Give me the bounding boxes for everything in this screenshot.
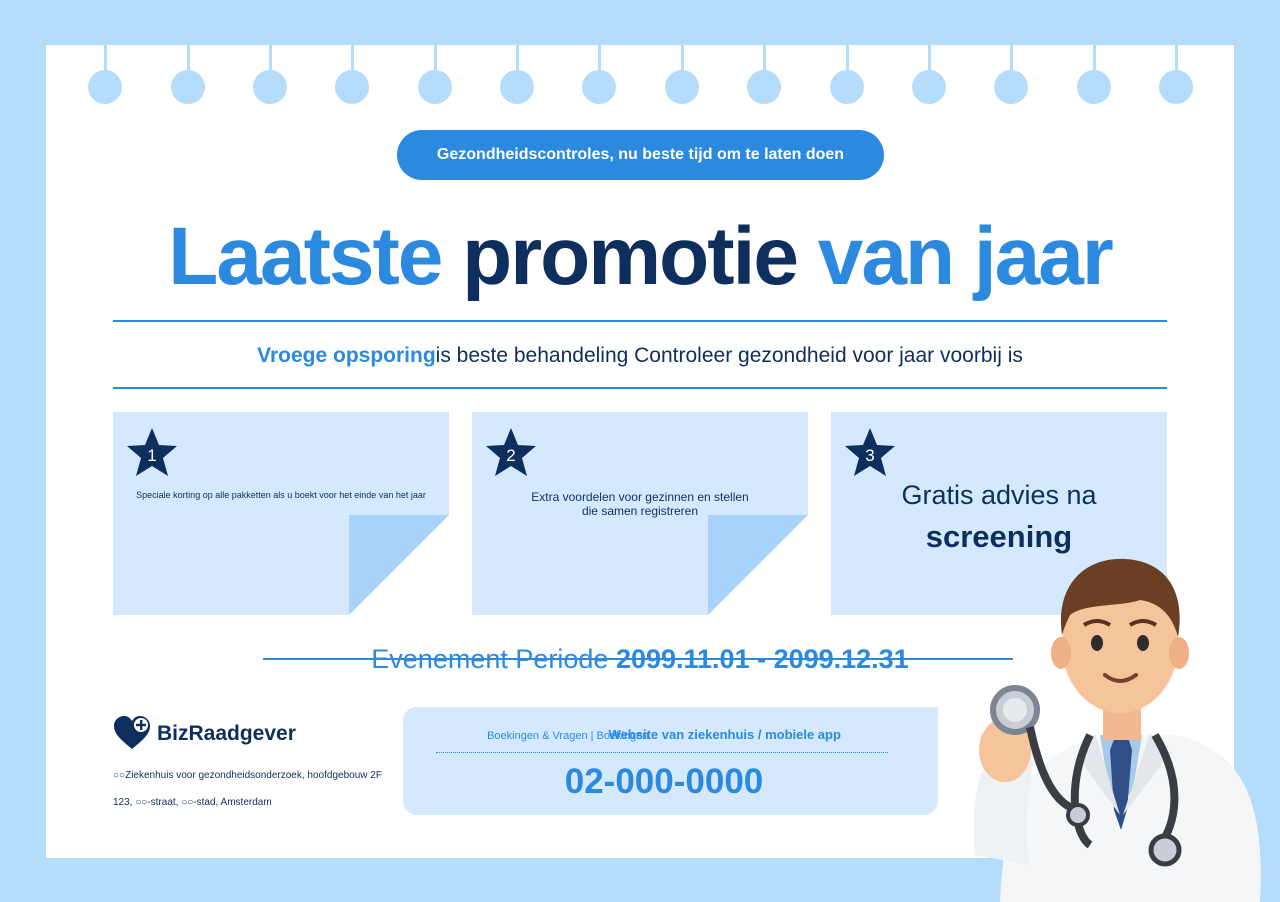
period-label: Evenement Periode [371,644,616,674]
card-number: 1 [147,446,157,465]
address-line-2: 123, ○○-straat, ○○-stad, Amsterdam [113,797,272,808]
star-icon [484,426,538,480]
brand-name: BizRaadgever [157,722,296,745]
contact-box [403,707,938,815]
page-fold [349,515,449,615]
divider-top [113,320,1167,322]
card-text: Speciale korting op alle pakketten als u boekt voor het einde van het jaar [136,490,426,500]
card-number: 3 [865,446,875,465]
dotted-divider [436,752,888,753]
contact-label: Boekingen & Vragen | Boekingen [487,730,649,742]
divider-bottom [113,387,1167,389]
card-text-bold: screening [925,519,1073,554]
benefit-card-1 [113,412,449,615]
title-part-3: van jaar [817,211,1112,302]
star-icon [843,426,897,480]
brand-logo [113,716,296,752]
header-pill: Gezondheidscontroles, nu beste tijd om te laten doen [397,130,884,180]
period-dates: 2099.11.01 - 2099.12.31 [615,644,909,674]
page-title [0,210,1280,304]
contact-website: Website van ziekenhuis / mobiele app [608,727,841,742]
page-fold [708,515,808,615]
subtitle-highlight: Vroege opsporing [257,344,436,367]
card-text-normal: Gratis advies na [901,480,1097,510]
star-icon [125,426,179,480]
subtitle [0,344,1280,368]
card-text: Extra voordelen voor gezinnen en stellen die samen registreren [531,490,749,518]
card-number: 2 [506,446,516,465]
address-line-1: ○○Ziekenhuis voor gezondheidsonderzoek, hoofdgebouw 2F [113,770,382,781]
binder-holes [0,0,1280,110]
title-part-1: Laatste [168,211,463,302]
benefit-card-2 [472,412,808,615]
phone-number: 02-000-0000 [564,762,764,801]
title-part-2: promotie [462,211,818,302]
subtitle-rest: is beste behandeling Controleer gezondheid voor jaar voorbij is [435,344,1023,367]
heart-plus-icon [113,716,151,752]
doctor-illustration [960,545,1280,902]
